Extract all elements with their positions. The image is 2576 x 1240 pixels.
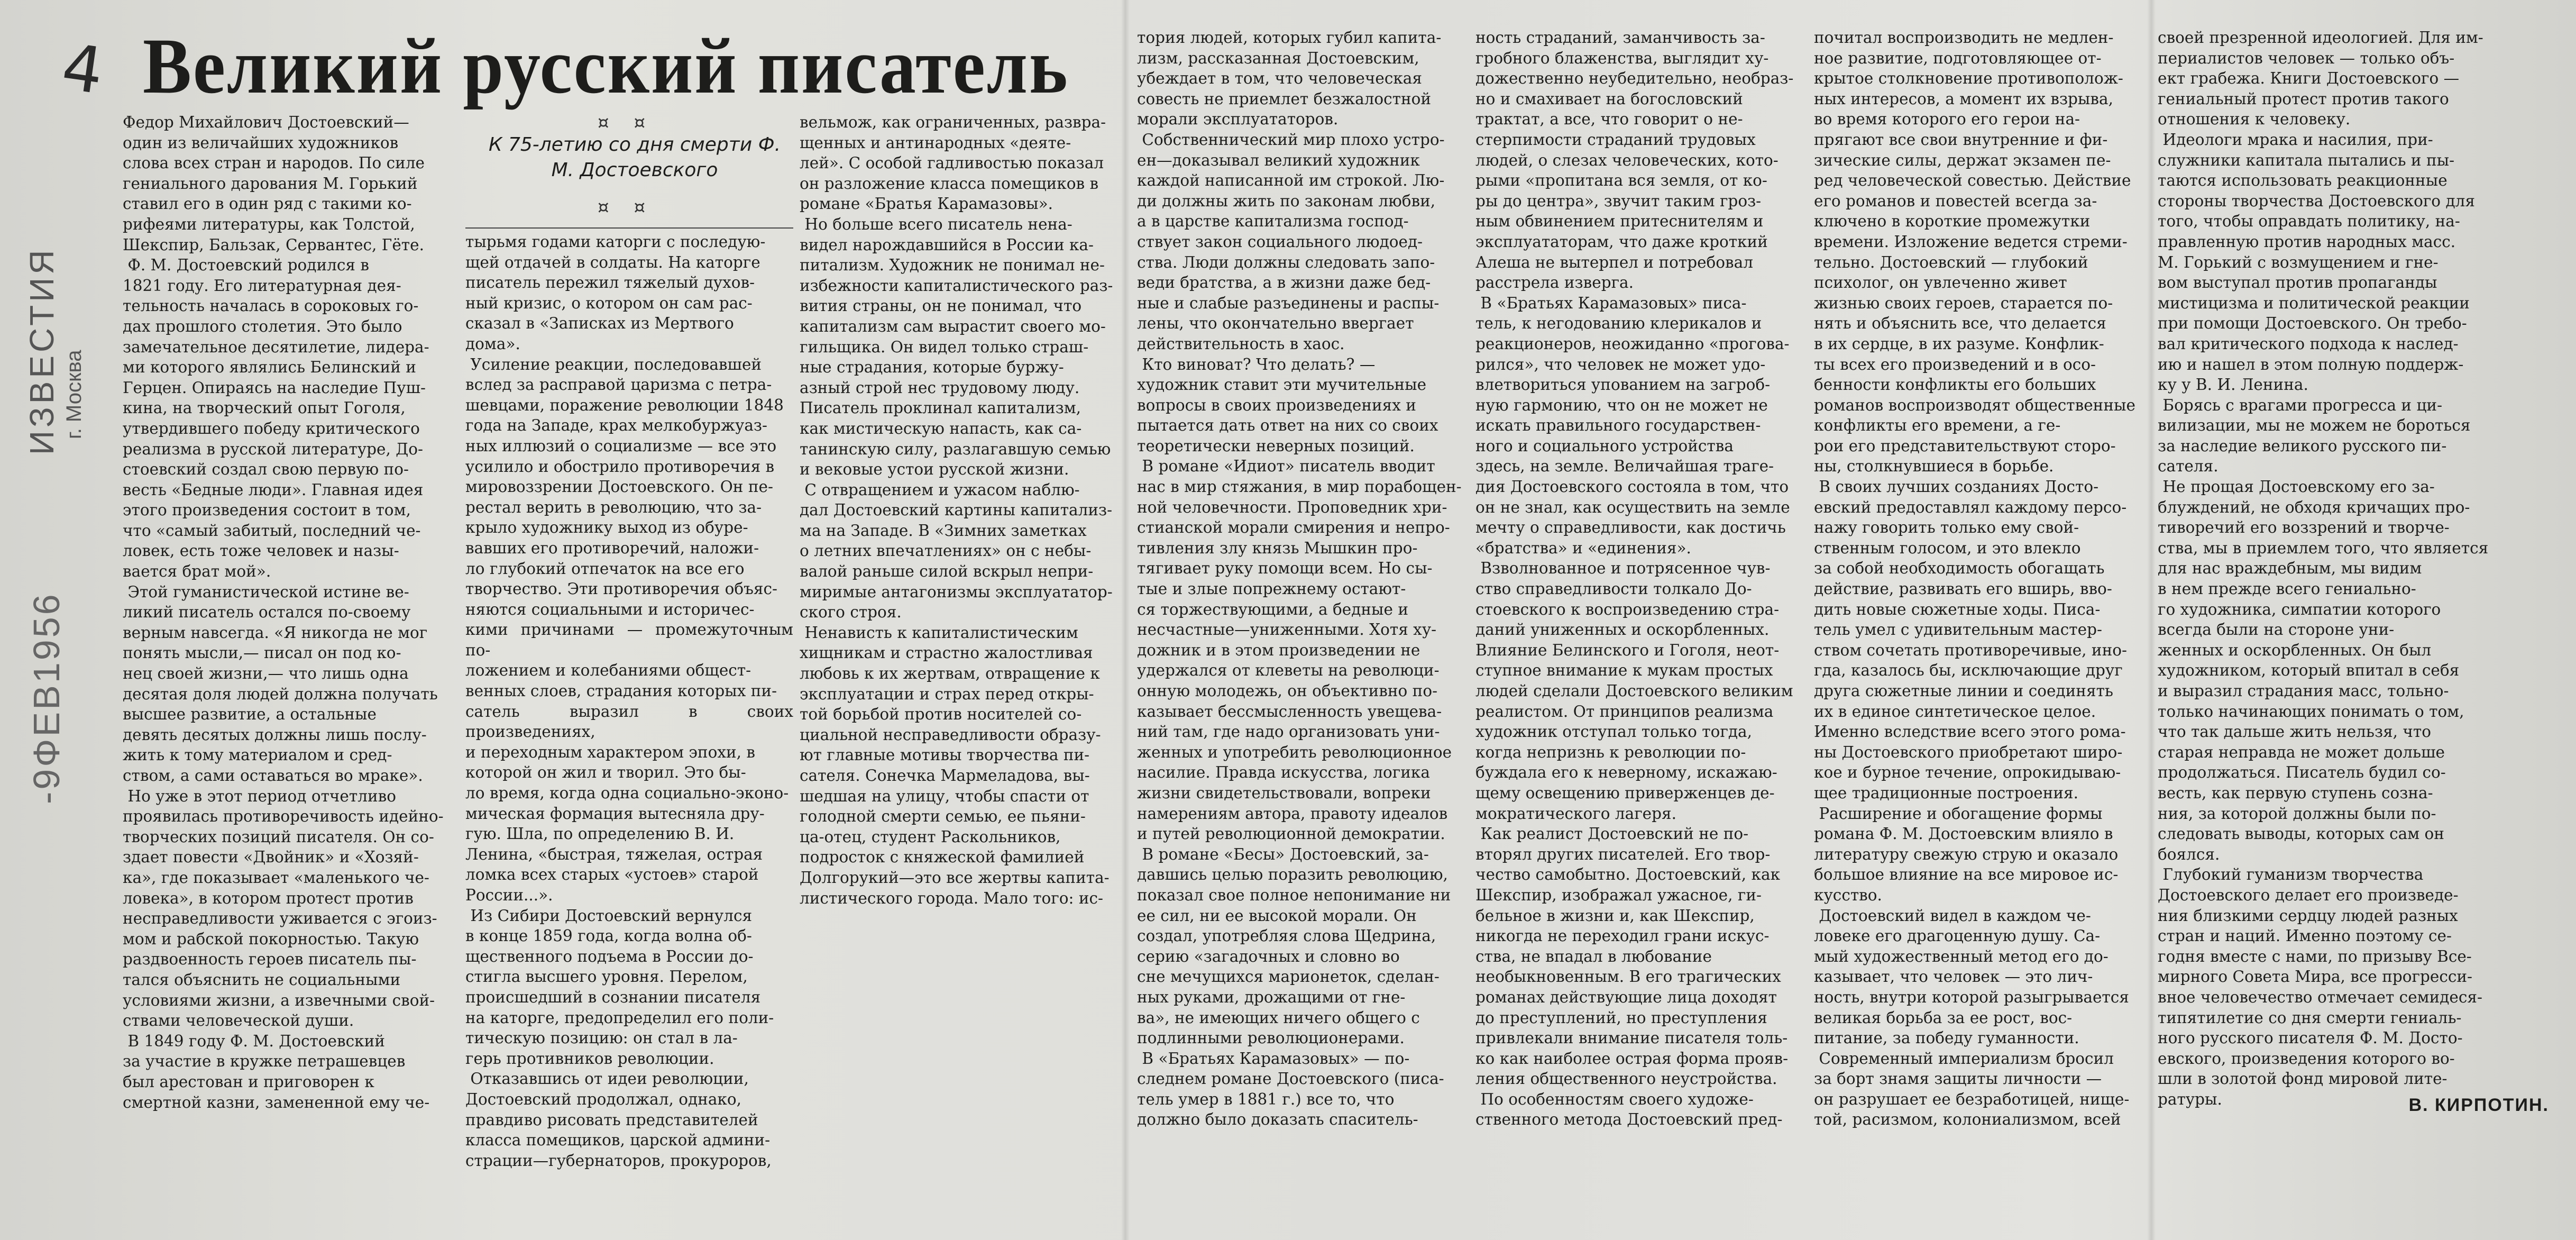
article-column-1: Федор Михайлович Достоевский— один из величайших художников слова всех стран и народов. По силе гениального дарования М. Горький ставил его в один ряд с такими ко- рифеями литературы, как Толстой, Шекспир, Бальзак, Сервантес, Гёте. Ф. М. Достоевский родился в 1821 году. Его литературная дея- тельность началась в сороковых го- дах прошлого столетия. Это было замечательное десятилетие, лидера- ми которого являлись Белинский и Герцен. Опираясь на наследие Пуш- кина, на творческий опыт Гоголя, утвердившего победу критического реализма в русской литературе, До- стоевский создал свою первую по- весть «Бедные люди». Главная идея этого произведения состоит в том, что «самый забитый, последний че- ловек, есть тоже человек и назы- вается брат мой». Этой гуманистической истине ве- ликий писатель остался по-своему верным навсегда. «Я никогда не мог понять мысли,— писал он под ко- нец своей жизни,— что лишь одна десятая доля людей должна получать высшее развитие, а остальные девять десятых должны лишь послу- жить к тому материалом и сред- ством, а сами оставаться во мраке». Но уже в этот период отчетливо проявилась противоречивость идейно- творческих позиций писателя. Он со- здает повести «Двойник» и «Хозяй- ка», где показывает «маленького че- ловека», в котором протест против несправедливости уживается с эгоиз- мом и рабской покорностью. Такую раздвоенность героев писатель пы- тался объяснить не социальными условиями жизни, а извечными свой- ствами человеческой души. В 1849 году Ф. М. Достоевский за участие в кружке петрашевцев был арестован и приговорен к смертной казни, замененной ему че-	[123, 113, 444, 1111]
article-author: В. КИРПОТИН.	[2408, 1095, 2549, 1115]
article-column-5: ность страданий, заманчивость за- гробного блаженства, выглядит ху- дожественно неубедительно, необраз- но и смахивает на богословский трактат, а все, что говорит о не- стерпимости страданий трудовых людей, о слезах человеческих, кото- рыми «пропитана вся земля, от ко- ры до центра», звучит таким гроз- ным обвинением притеснителям и эксплуататорам, что даже кроткий Алеша не вытерпел и потребовал расстрела изверга. В «Братьях Карамазовых» писа- тель, к негодованию клерикалов и реакционеров, неожиданно «проговa- рился», что человек не может удо- влетвориться упованием на загроб- ную гармонию, что он не может не искать правильного государствен- ного и социального устройства здесь, на земле. Величайшая траге- дия Достоевского состояла в том, что он не знал, как осуществить на земле мечту о справедливости, как достичь «братства» и «единения». Взволнованное и потрясенное чув- ство справедливости толкало До- стоевского к воспроизведению стра- даний униженных и оскорбленных. Влияние Белинского и Гоголя, неот- ступное внимание к мукам простых людей сделали Достоевского великим реалистом. От принципов реализма художник отступал только тогда, когда непризнь к революции по- буждала его к неверному, искажаю- щему освещению приверженцев де- мократического лагеря. Как реалист Достоевский не по- вторял других писателей. Его твор- чество самобытно. Достоевский, как Шекспир, изображал ужасное, ги- бельное в жизни и, как Шекспир, никогда не переходил грани искус- ства, не впадал в любование необыкновенным. В его трагических романах действующие лица доходят до преступлений, но преступления привлекали внимание писателя толь- ко как наиболее острая форма прояв- ления общественного неустройства. По особенностям своего художе- ственного метода Достоевский пред-	[1475, 29, 1794, 1129]
publication-name: ИЗВЕСТИЯ	[23, 247, 61, 455]
article-column-6: почитал воспроизводить не медлен- ное развитие, подготовляющее от- крытое столкновение противополож- ных интересов, а момент их взрыва, во время которого его герои на- прягают все свои внутренние и фи- зические силы, держат экзамен пе- ред человеческой совестью. Действие его романов и повестей всегда за- ключено в короткие промежутки времени. Изложение ведется стреми- тельно. Достоевский — глубокий психолог, он увлеченно живет жизнью своих героев, старается по- нять и объяснить все, что делается в их сердце, в их разуме. Конфлик- ты всех его произведений и в осо- бенности конфликты его больших романов воспроизводят общественные конфликты его времени, а ге- рои его представительствуют сторо- ны, столкнувшиеся в борьбе. В своих лучших созданиях Досто- евский предоставлял каждому персо- нажу говорить только ему свой- ственным голосом, и это влекло за собой необходимость обогащать действие, развивать его вширь, вво- дить новые сюжетные ходы. Писа- тель умел с удивительным мастер- ством сочетать противоречивые, ино- гда, казалось бы, исключающие друг друга сюжетные линии и соединять их в единое синтетическое целое. Именно вследствие всего этого рома- ны Достоевского приобретают широ- кое и бурное течение, опрокидываю- щее традиционные построения. Расширение и обогащение формы романа Ф. М. Достоевским влияло в литературу свежую струю и оказало большое влияние на все мировое ис- кусство. Достоевский видел в каждом че- ловеке его драгоценную душу. Са- мый художественный метод его до- казывает, что человек — это лич- ность, внутри которой разыгрывается великая борьба за ее рост, вос- питание, за победу гуманности. Современный империализм бросил за борт знамя защиты личности — он разрушает ее безработицей, нище- той, расизмом, колониализмом, всей	[1814, 29, 2135, 1129]
publication-city: г. Москва	[62, 350, 86, 439]
article-column-4: тория людей, которых губил капита- лизм, рассказанная Достоевским, убеждает в том, что человеческая совесть не приемлет безжалостной морали эксплуататоров. Собственнический мир плохо устро- ен—доказывал великий художник каждой написанной им строкой. Лю- ди должны жить по законам любви, а в царстве капитализма господ- ствует закон социального людоед- ства. Люди должны следовать запо- веди братства, а в жизни даже бед- ные и слабые разъединены и распы- лены, что окончательно ввергает действительность в хаос. Кто виноват? Что делать? — художник ставит эти мучительные вопросы в своих произведениях и пытается дать ответ на них со своих теоретически неверных позиций. В романе «Идиот» писатель вводит нас в мир стяжания, в мир порабощен- ной человечности. Проповедник хри- стианской морали смирения и непро- тивления злу князь Мышкин про- тягивает руку помощи всем. Но сы- тые и злые попрежнему остают- ся торжествующими, а бедные и несчастные—униженными. Хотя ху- дожник и в этом произведении не удержался от клеветы на революци- онную молодежь, он объективно по- казывает бессмысленность увещева- ний там, где надо организовать уни- женных и употребить революционное насилие. Правда искусства, логика жизни свидетельствовали, вопреки намерениям автора, правоту идеалов и путей революционной демократии. В романе «Бесы» Достоевский, за- давшись целью поразить революцию, показал свое полное непонимание ни ее сил, ни ее высокой морали. Он создал, употребляя слова Щедрина, серию «загадочных и словно во сне мечущихся марионеток, сделан- ных руками, дрожащими от гне- ва», не имеющих ничего общего с подлинными революционерами. В «Братьях Карамазовых» — по- следнем романе Достоевского (писа- тель умер в 1881 г.) все то, что должно было доказать спаситель-	[1137, 29, 1462, 1129]
article-column-3: вельмож, как ограниченных, развра- щенных и антинародных «деяте- лей». С особой гадливостью показал он разложение класса помещиков в романе «Братья Карамазовы». Но больше всего писатель нена- видел нарождавшийся в России ка- питализм. Художник не понимал не- избежности капиталистического раз- вития страны, он не понимал, что капитализм сам вырастит своего мо- гильщика. Он видел только страш- ные страдания, которые буржу- азный строй нес трудовому люду. Писатель проклинал капитализм, как мистическую напасть, как са- танинскую силу, разлагавшую семью и вековые устои русской жизни. С отвращением и ужасом наблю- дал Достоевский картины капитализ- ма на Западе. В «Зимних заметках о летних впечатлениях» он с небы- валой раньше силой вскрыл непри- миримые антагонизмы эксплуататор- ского строя. Ненависть к капиталистическим хищникам и страстно жалостливая любовь к их жертвам, отвращение к эксплуатации и страх перед откры- той борьбой против носителей со- циальной несправедливости образу- ют главные мотивы творчества пи- сателя. Сонечка Мармеладова, вы- шедшая на улицу, чтобы спасти от голодной смерти семью, ее пьяни- ца-отец, студент Раскольников, подросток с княжеской фамилией Долгорукий—это все жертвы капита- листического города. Мало того: ис-	[800, 113, 1113, 907]
subtitle-rule	[465, 227, 793, 229]
article-column-7: своей презренной идеологией. Для им- периалистов человек — только объ- ект грабежа. Книги Достоевского — гениальный протест против такого отношения к человеку. Идеологи мрака и насилия, при- служники капитала пытались и пы- таются использовать реакционные стороны творчества Достоевского для того, чтобы оправдать политику, на- правленную против народных масс. М. Горький с возмущением и гне- вом выступал против пропаганды мистицизма и политической реакции при помощи Достоевского. Он требо- вал критического подхода к наслед- ию и нашел в этом полную поддерж- ку у В. И. Ленина. Борясь с врагами прогресса и ци- вилизации, мы не можем не бороться за наследие великого русского пи- сателя. Не прощая Достоевскому его за- блуждений, не обходя кричащих про- тиворечий его воззрений и творче- ства, мы в приемлем того, что является для нас враждебным, мы видим в нем прежде всего гениально- го художника, симпатии которого всегда были на стороне уни- женных и оскорбленных. Он был художником, который впитал в себя и выразил страдания масс, тольно- только начинающих понимать о том, что так дальше жить нельзя, что старая неправда не может дольше продолжаться. Писатель будил со- весть, как первую ступень созна- ния, за которой должны были по- следовать выводы, которых сам он боялся. Глубокий гуманизм творчества Достоевского делает его произведе- ния близкими сердцу людей разных стран и наций. Именно поэтому се- годня вместе с нами, по призыву Все- мирного Совета Мира, все прогресси- вное человечество отмечает семидеся- типятилетие со дня смерти гениаль- ного русского писателя Ф. М. Досто- евского, произведения которого во- шли в золотой фонд мировой лите- ратуры.	[2158, 29, 2489, 1108]
article-column-2: тырьмя годами каторги с последую- щей отдачей в солдаты. На каторге писатель пережил тяжелый духов- ный кризис, о котором он сам рас- сказал в «Записках из Мертвого дома». Усиление реакции, последовавшей вслед за расправой царизма с петра- шевцами, поражение революции 1848 года на Западе, крах мелкобуржуаз- ных иллюзий о социализме — все это усилило и обострило противоречия в мировоззрении Достоевского. Он пе- рестал верить в революцию, что за- крыло художнику выход из обуре- вавших его противоречий, наложи- ло глубокий отпечаток на все его творчество. Эти противоречия объяс- няются социальными и историчес- кими причинами — промежуточным по- ложением и колебаниями общест- венных слоев, страдания которых пи- сатель выразил в своих произведениях, и переходным характером эпохи, в которой он жил и творил. Это бы- ло время, когда одна социально-эконо- мическая формация вытесняла дру- гую. Шла, по определению В. И. Ленина, «быстрая, тяжелая, острая ломка всех старых «устоев» старой России...». Из Сибири Достоевский вернулся в конце 1859 года, когда волна об- щественного подъема в России до- стигла высшего уровня. Перелом, происшедший в сознании писателя на каторге, предопределил его поли- тическую позицию: он стал в ла- герь противников революции. Отказавшись от идеи революции, Достоевский продолжал, однако, правдиво рисовать представителей класса помещиков, царской админи- страции—губернаторов, прокуроров,	[465, 233, 793, 1170]
ornament-top: ¤ ¤	[598, 112, 655, 133]
article-headline: Великий русский писатель	[143, 22, 1069, 110]
ornament-bottom: ¤ ¤	[598, 197, 655, 218]
handwritten-number: 4	[57, 30, 108, 109]
date-stamp: -9ФЕВ1956	[26, 592, 67, 804]
column-fold-shadow	[2147, 0, 2156, 1240]
article-subtitle: К 75-летию со дня смерти Ф. М. Достоевского	[488, 134, 781, 181]
